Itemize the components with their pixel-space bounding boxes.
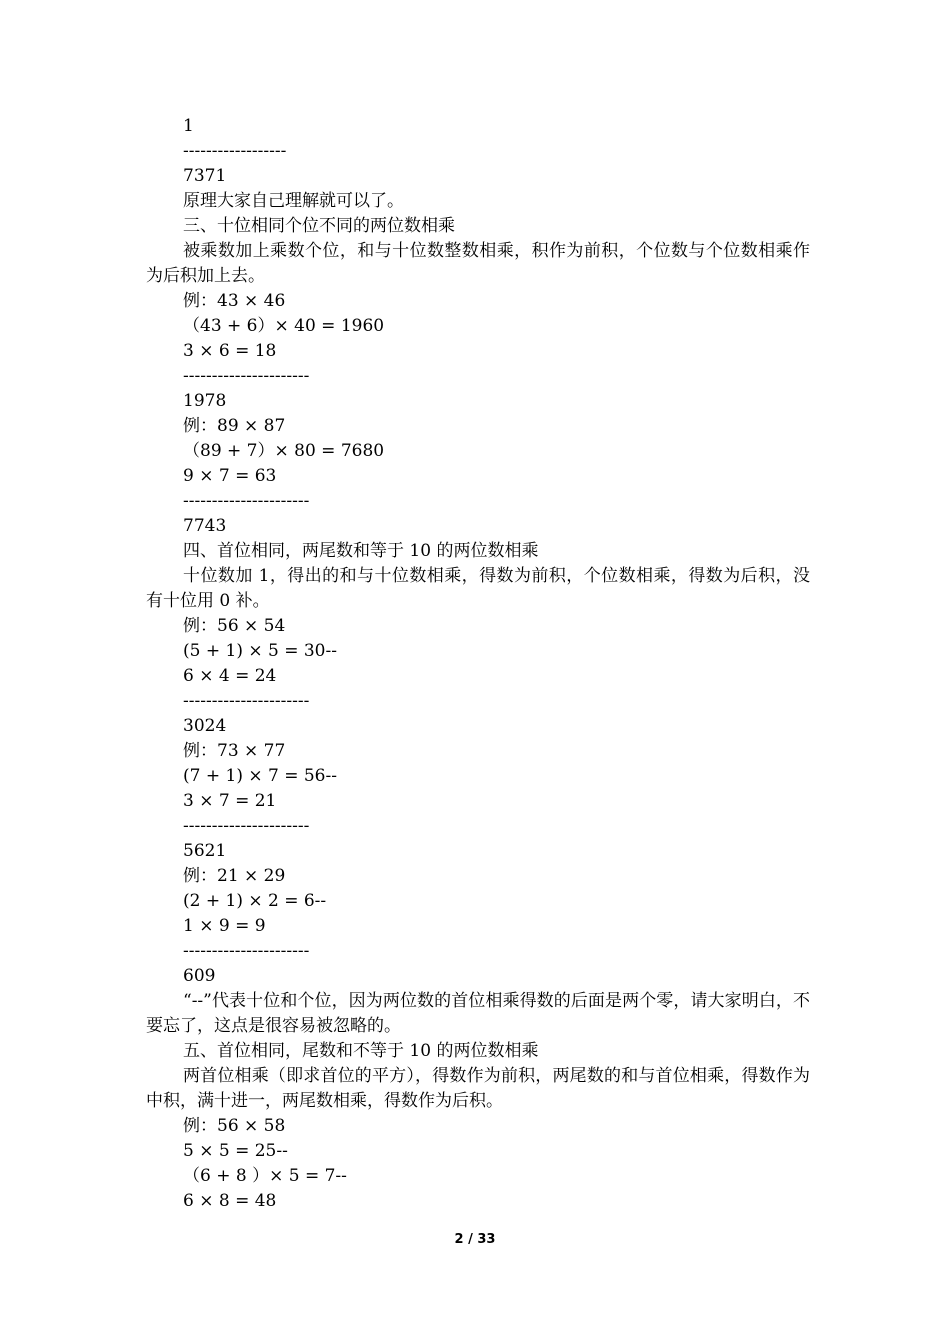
text-line: 3 × 7 = 21 (183, 791, 277, 811)
text-line: 7743 (183, 516, 227, 536)
text-line: 1 (183, 116, 194, 136)
text-line: 例：56 × 58 (183, 1116, 286, 1136)
text-line: (7 + 1) × 7 = 56-- (183, 766, 337, 786)
text-line: ---------------------- (183, 366, 310, 386)
text-line: ---------------------- (183, 691, 310, 711)
text-line: 例：89 × 87 (183, 416, 286, 436)
text-line: 例：56 × 54 (183, 616, 286, 636)
text-line: 9 × 7 = 63 (183, 466, 277, 486)
text-line: ---------------------- (183, 941, 310, 961)
text-paragraph: “--”代表十位和个位，因为两位数的首位相乘得数的后面是两个零，请大家明白，不要忘了，这点是很容易被忽略的。 (146, 991, 810, 1036)
text-line: 5621 (183, 841, 227, 861)
text-line: 7371 (183, 166, 227, 186)
text-paragraph: 十位数加 1，得出的和与十位数相乘，得数为前积，个位数相乘，得数为后积，没有十位用 0 补。 (146, 566, 810, 611)
text-line: (2 + 1) × 2 = 6-- (183, 891, 327, 911)
text-line: 四、首位相同，两尾数和等于 10 的两位数相乘 (183, 541, 539, 561)
page-number: 2 / 33 (454, 1232, 496, 1247)
text-line: 原理大家自己理解就可以了。 (183, 191, 404, 211)
text-line: ------------------ (183, 141, 287, 161)
text-line: 3024 (183, 716, 227, 736)
text-line: 五、首位相同，尾数和不等于 10 的两位数相乘 (183, 1041, 539, 1061)
text-line: 1 × 9 = 9 (183, 916, 266, 936)
text-line: 6 × 8 = 48 (183, 1191, 277, 1211)
text-line: 5 × 5 = 25-- (183, 1141, 288, 1161)
text-line: 6 × 4 = 24 (183, 666, 277, 686)
text-line: (5 + 1) × 5 = 30-- (183, 641, 337, 661)
text-paragraph: 两首位相乘（即求首位的平方），得数作为前积，两尾数的和与首位相乘，得数作为中积，满十进一，两尾数相乘，得数作为后积。 (146, 1066, 810, 1111)
text-line: ---------------------- (183, 491, 310, 511)
text-line: （89 + 7）× 80 = 7680 (183, 441, 385, 461)
text-line: 1978 (183, 391, 227, 411)
text-line: （6 + 8 ）× 5 = 7-- (183, 1166, 347, 1186)
text-paragraph: 被乘数加上乘数个位，和与十位数整数相乘，积作为前积，个位数与个位数相乘作为后积加上去。 (146, 241, 810, 286)
text-line: 609 (183, 966, 216, 986)
text-line: 3 × 6 = 18 (183, 341, 277, 361)
text-line: 例：21 × 29 (183, 866, 286, 886)
text-line: ---------------------- (183, 816, 310, 836)
text-line: 例：73 × 77 (183, 741, 286, 761)
text-line: 三、十位相同个位不同的两位数相乘 (183, 216, 455, 236)
document-body (146, 114, 810, 1214)
text-line: （43 + 6）× 40 = 1960 (183, 316, 385, 336)
text-line: 例：43 × 46 (183, 291, 286, 311)
